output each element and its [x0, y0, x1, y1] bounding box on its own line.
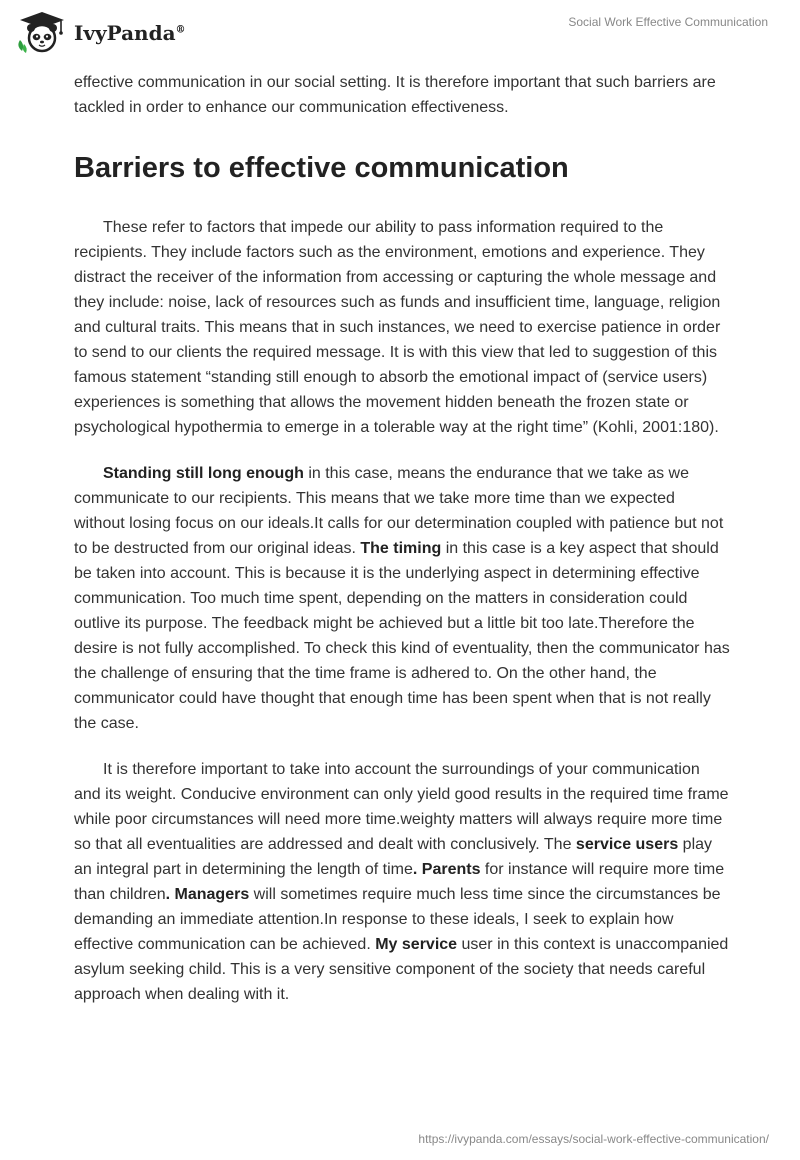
bold-term: Standing still long enough — [103, 465, 304, 482]
bold-term: . Managers — [165, 886, 250, 903]
paragraph-surroundings: It is therefore important to take into account the surroundings of your communication and its weight. Conducive environment can only yield good results in the required time frame while poor circumstances will need more time.weighty matters will always require more time so that all eventualities are addressed and dealt with conclusively. The service users play an integral part in determining the length of time. Parents for instance will require more time than children. Managers will sometimes require much less time since the circumstances be demanding an immediate attention.In response to these ideals, I seek to explain how effective communication can be achieved. My service user in this context is unaccompanied asylum seeking child. This is a very sensitive component of the society that needs careful approach when dealing with it. — [74, 761, 729, 1003]
document-title: Social Work Effective Communication — [568, 15, 768, 29]
essay-content — [74, 70, 730, 1007]
bold-term: . Parents — [412, 861, 481, 878]
section-heading: Barriers to effective communication — [74, 152, 569, 184]
bold-term: The timing — [360, 540, 442, 557]
intro-paragraph: effective communication in our social setting. It is therefore important that such barriers are tackled in order to enhance our communication effectiveness. — [74, 74, 716, 116]
panda-graduate-icon — [14, 10, 70, 54]
paragraph-standing-still: Standing still long enough in this case, means the endurance that we take as we communicate to our recipients. This means that we take more time than we expected without losing focus on our ideals.It calls for our determination coupled with patience but not to be destructed from our original ideas. The timing in this case is a key aspect that should be taken into account. This is because it is the underlying aspect in determining effective communication. Too much time spent, depending on the matters in consideration could outlive its purpose. The feedback might be achieved but a little bit too late.Therefore the desire is not fully accomplished. To check this kind of eventuality, then the communicator has the challenge of ensuring that the time frame is adhered to. On the other hand, the communicator could have thought that enough time has been spent when that is not really the case. — [74, 465, 730, 732]
page-header — [0, 0, 800, 70]
bold-term: My service — [375, 936, 458, 953]
ivypanda-logo[interactable] — [14, 10, 186, 54]
paragraph-barriers: These refer to factors that impede our ability to pass information required to the recipients. They include factors such as the environment, emotions and experience. They distract the receiver of the information from accessing or capturing the whole message and they include: noise, lack of resources such as funds and insufficient time, language, religion and cultural traits. This means that in such instances, we need to exercise patience in order to send to our clients the required message. It is with this view that led to suggestion of this famous statement “standing still enough to absorb the emotional impact of (service users) experiences is something that allows the movement hidden beneath the frozen state or psychological hypothermia to emerge in a tolerable way at the right time” (Kohli, 2001:180). — [74, 219, 721, 436]
source-url[interactable]: https://ivypanda.com/essays/social-work-effective-communication/ — [418, 1132, 769, 1146]
bold-term: service users — [575, 836, 679, 853]
brand-name: IvyPanda® — [74, 21, 186, 45]
